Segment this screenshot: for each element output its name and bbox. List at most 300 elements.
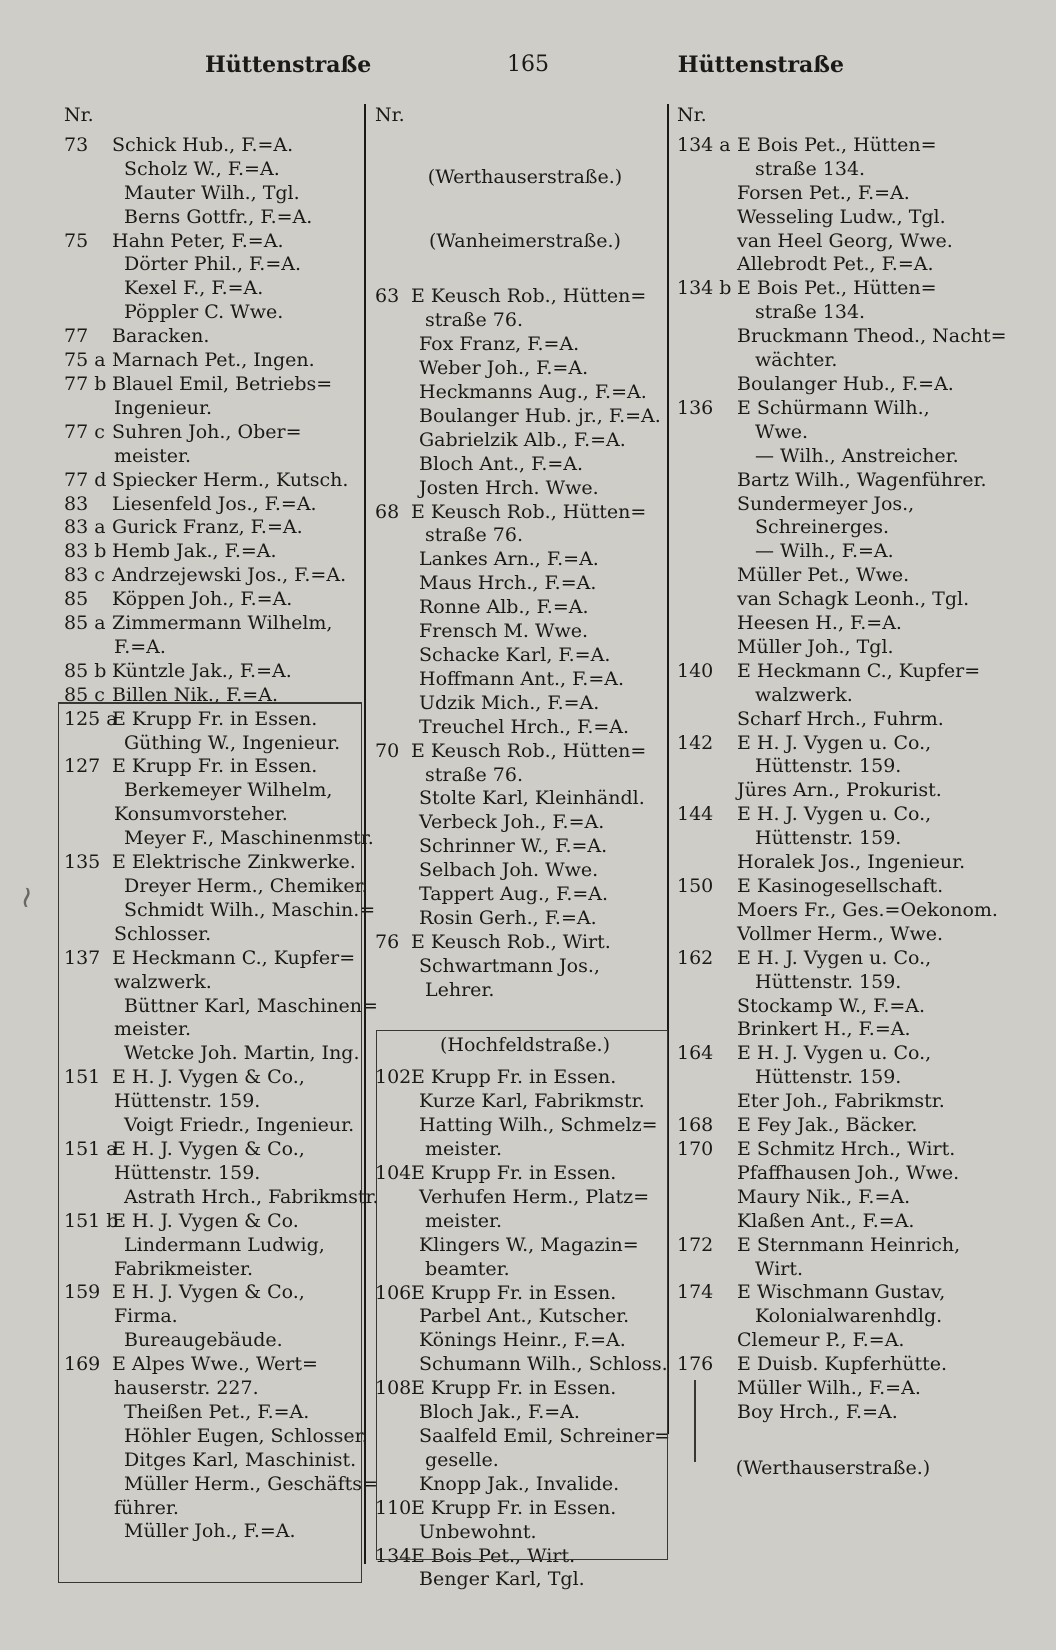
nr-label: Nr. bbox=[64, 104, 94, 126]
house-number: 151 b bbox=[64, 1209, 119, 1232]
directory-entry bbox=[677, 1066, 989, 1090]
entry-text: E Keusch Rob., Wirt. bbox=[411, 930, 611, 953]
directory-entry bbox=[677, 1377, 989, 1401]
running-head-left: Hüttenstraße bbox=[205, 52, 372, 78]
house-number: 176 bbox=[677, 1353, 714, 1376]
directory-entry bbox=[375, 907, 675, 931]
street-heading: (Werthauserstraße.) bbox=[735, 1456, 931, 1479]
directory-entry bbox=[375, 309, 675, 333]
house-number: 77 c bbox=[64, 420, 105, 443]
entry-text: Heesen H., F.=A. bbox=[737, 612, 902, 635]
directory-entry bbox=[677, 1114, 989, 1138]
directory-entry bbox=[677, 325, 1007, 349]
directory-entry bbox=[677, 803, 989, 827]
directory-entry bbox=[677, 158, 989, 182]
entry-text: Boulanger Hub., F.=A. bbox=[737, 372, 954, 395]
directory-entry bbox=[375, 548, 675, 572]
entry-text: Spiecker Herm., Kutsch. bbox=[112, 468, 349, 491]
street-heading: (Wanheimerstraße.) bbox=[429, 229, 621, 252]
directory-entry bbox=[375, 835, 675, 859]
entry-text: Müller Wilh., F.=A. bbox=[737, 1377, 921, 1400]
house-number: 151 bbox=[64, 1066, 101, 1089]
entry-text: Bloch Jak., F.=A. bbox=[419, 1401, 580, 1424]
entry-text: Ditges Karl, Maschinist. bbox=[124, 1448, 357, 1471]
directory-entry bbox=[677, 1138, 989, 1162]
directory-entry bbox=[677, 1329, 989, 1353]
entry-text: Parbel Ant., Kutscher. bbox=[419, 1305, 630, 1328]
entry-text: Udzik Mich., F.=A. bbox=[419, 691, 600, 714]
house-number: 85 bbox=[64, 588, 89, 611]
entry-text: E Krupp Fr. in Essen. bbox=[411, 1377, 617, 1400]
entry-text: Gabrielzik Alb., F.=A. bbox=[419, 428, 626, 451]
entry-text: — Wilh., F.=A. bbox=[755, 540, 894, 563]
house-number: 164 bbox=[677, 1042, 714, 1065]
entry-text: Allebrodt Pet., F.=A. bbox=[737, 253, 934, 276]
directory-entry bbox=[64, 373, 366, 397]
directory-entry bbox=[677, 898, 998, 923]
entry-text: E Krupp Fr. in Essen. bbox=[411, 1496, 617, 1519]
directory-entry bbox=[677, 1018, 989, 1042]
entry-text: E Krupp Fr. in Essen. bbox=[112, 707, 318, 730]
entry-text: E Wischmann Gustav, bbox=[737, 1281, 946, 1304]
entry-text: Schacke Karl, F.=A. bbox=[419, 643, 611, 666]
directory-entry bbox=[375, 859, 675, 883]
directory-entry bbox=[677, 1234, 989, 1258]
house-number: 170 bbox=[677, 1137, 714, 1160]
directory-entry bbox=[375, 931, 675, 955]
directory-entry bbox=[64, 182, 366, 206]
entry-text: Hüttenstr. 159. bbox=[114, 1161, 261, 1184]
entry-text: Wirt. bbox=[755, 1257, 804, 1280]
entry-text: Knopp Jak., Invalide. bbox=[419, 1472, 620, 1495]
directory-entry bbox=[64, 660, 366, 684]
entry-text: Boulanger Hub. jr., F.=A. bbox=[419, 404, 661, 427]
entry-text: Könings Heinr., F.=A. bbox=[419, 1329, 626, 1352]
entry-text: Weber Joh., F.=A. bbox=[419, 357, 589, 380]
directory-entry bbox=[677, 1090, 989, 1114]
directory-entry bbox=[64, 301, 366, 325]
entry-text: Müller Joh., F.=A. bbox=[124, 1520, 296, 1543]
entry-text: Zimmermann Wilhelm, bbox=[112, 612, 333, 635]
entry-text: E H. J. Vygen & Co., bbox=[112, 1066, 305, 1089]
house-number: 77 b bbox=[64, 372, 107, 395]
entry-text: E Schmitz Hrch., Wirt. bbox=[737, 1137, 956, 1160]
blank-line bbox=[375, 134, 675, 158]
entry-text: Meyer F., Maschinenmstr. bbox=[124, 827, 374, 850]
directory-entry bbox=[64, 516, 366, 540]
entry-text: Saalfeld Emil, Schreiner= bbox=[419, 1424, 671, 1447]
entry-list bbox=[677, 133, 1007, 1489]
house-number: 127 bbox=[64, 755, 101, 778]
entry-text: Hüttenstr. 159. bbox=[755, 970, 902, 993]
house-number: 150 bbox=[677, 875, 714, 897]
entry-text: Marnach Pet., Ingen. bbox=[112, 349, 315, 372]
entry-text: Fox Franz, F.=A. bbox=[419, 333, 580, 356]
directory-entry bbox=[64, 206, 366, 230]
entry-text: E Heckmann C., Kupfer= bbox=[737, 659, 981, 682]
entry-text: Hoffmann Ant., F.=A. bbox=[419, 667, 625, 690]
entry-text: E H. J. Vygen u. Co., bbox=[737, 803, 932, 826]
entry-text: Müller Pet., Wwe. bbox=[737, 564, 910, 587]
entry-text: E Bois Pet., Hütten= bbox=[737, 277, 937, 300]
directory-entry bbox=[677, 206, 989, 230]
blank-line bbox=[375, 198, 675, 222]
entry-text: Suhren Joh., Ober= bbox=[112, 420, 302, 443]
entry-text: Lankes Arn., F.=A. bbox=[419, 548, 599, 571]
pencil-box-right bbox=[694, 1380, 696, 1462]
directory-entry bbox=[375, 620, 675, 644]
entry-text: Hüttenstr. 159. bbox=[755, 1066, 902, 1089]
entry-text: E Keusch Rob., Hütten= bbox=[411, 500, 647, 523]
column-3 bbox=[677, 104, 1007, 1489]
directory-entry bbox=[677, 134, 989, 158]
entry-text: E Bois Pet., Wirt. bbox=[411, 1544, 576, 1567]
house-number: 168 bbox=[677, 1114, 714, 1137]
entry-text: E Heckmann C., Kupfer= bbox=[112, 946, 356, 969]
directory-entry bbox=[64, 540, 366, 564]
entry-text: Gurick Franz, F.=A. bbox=[112, 516, 303, 539]
entry-text: E Krupp Fr. in Essen. bbox=[411, 1066, 617, 1089]
entry-text: Wetcke Joh. Martin, Ing. bbox=[124, 1042, 360, 1065]
directory-entry bbox=[64, 277, 366, 301]
entry-text: Bruckmann Theod., Nacht= bbox=[737, 325, 1007, 348]
directory-entry bbox=[677, 253, 989, 277]
entry-text: Müller Joh., Tgl. bbox=[737, 635, 894, 658]
house-number: 102 bbox=[375, 1066, 412, 1089]
house-number: 151 a bbox=[64, 1137, 118, 1160]
blank-line bbox=[375, 1003, 675, 1027]
entry-text: Lehrer. bbox=[425, 978, 495, 1001]
entry-text: Ingenieur. bbox=[114, 396, 212, 419]
directory-entry bbox=[677, 1401, 989, 1425]
entry-text: Fabrikmeister. bbox=[114, 1257, 254, 1280]
directory-entry bbox=[375, 740, 675, 764]
house-number: 104 bbox=[375, 1162, 412, 1184]
directory-entry bbox=[375, 716, 675, 740]
entry-text: straße 76. bbox=[425, 763, 523, 786]
page-number: 165 bbox=[507, 52, 549, 77]
entry-text: Wesseling Ludw., Tgl. bbox=[737, 205, 946, 228]
entry-text: hauserstr. 227. bbox=[114, 1377, 259, 1400]
house-number: 106 bbox=[375, 1281, 412, 1304]
pencil-annotation: ~ bbox=[7, 882, 46, 913]
entry-text: straße 134. bbox=[755, 157, 866, 180]
house-number: 75 bbox=[64, 229, 89, 252]
blank-line bbox=[677, 1425, 989, 1449]
entry-text: Rosin Gerh., F.=A. bbox=[419, 906, 597, 929]
house-number: 63 bbox=[375, 285, 400, 308]
directory-entry bbox=[375, 1568, 675, 1592]
directory-entry bbox=[375, 979, 675, 1003]
entry-text: Heckmanns Aug., F.=A. bbox=[419, 381, 647, 404]
directory-entry bbox=[375, 787, 675, 811]
entry-text: Schlosser. bbox=[114, 922, 212, 945]
entry-text: Klaßen Ant., F.=A. bbox=[737, 1209, 915, 1232]
directory-entry bbox=[677, 755, 989, 779]
entry-text: Maus Hrch., F.=A. bbox=[419, 572, 597, 595]
directory-entry bbox=[677, 636, 989, 660]
directory-entry bbox=[677, 851, 989, 875]
entry-text: Schmidt Wilh., Maschin.= bbox=[124, 898, 376, 921]
directory-entry bbox=[677, 516, 989, 540]
entry-text: Horalek Jos., Ingenieur. bbox=[737, 851, 966, 874]
entry-text: Hahn Peter, F.=A. bbox=[112, 229, 284, 252]
entry-text: Pöppler C. Wwe. bbox=[124, 301, 284, 324]
entry-text: Benger Karl, Tgl. bbox=[419, 1568, 585, 1591]
directory-entry bbox=[64, 349, 366, 373]
house-number: 159 bbox=[64, 1281, 101, 1304]
entry-text: Blauel Emil, Betriebs= bbox=[112, 372, 333, 395]
entry-text: Schrinner W., F.=A. bbox=[419, 835, 608, 858]
house-number: 85 b bbox=[64, 659, 107, 682]
directory-entry bbox=[64, 397, 366, 421]
house-number: 172 bbox=[677, 1233, 714, 1256]
house-number: 83 bbox=[64, 492, 89, 515]
directory-entry bbox=[677, 660, 989, 684]
directory-entry bbox=[375, 381, 675, 405]
entry-text: Güthing W., Ingenieur. bbox=[124, 731, 341, 754]
entry-text: Schumann Wilh., Schloss. bbox=[419, 1353, 668, 1376]
directory-entry bbox=[677, 301, 989, 325]
directory-entry bbox=[677, 1186, 989, 1210]
entry-text: Hatting Wilh., Schmelz= bbox=[419, 1114, 658, 1137]
entry-text: Baracken. bbox=[112, 325, 210, 348]
directory-entry bbox=[64, 134, 366, 158]
entry-text: Scholz W., F.=A. bbox=[124, 157, 280, 180]
directory-entry bbox=[375, 764, 675, 788]
entry-text: Dreyer Herm., Chemiker. bbox=[124, 875, 368, 897]
directory-entry bbox=[677, 421, 989, 445]
directory-entry bbox=[677, 612, 989, 636]
entry-text: Frensch M. Wwe. bbox=[419, 620, 589, 643]
entry-text: E Schürmann Wilh., bbox=[737, 396, 930, 419]
directory-entry bbox=[677, 349, 989, 373]
entry-text: Unbewohnt. bbox=[419, 1520, 537, 1543]
directory-entry bbox=[64, 493, 366, 517]
entry-text: Billen Nik., F.=A. bbox=[112, 683, 278, 706]
house-number: 73 bbox=[64, 133, 89, 156]
entry-text: E H. J. Vygen & Co., bbox=[112, 1281, 305, 1304]
entry-text: meister. bbox=[425, 1138, 503, 1161]
entry-text: E H. J. Vygen u. Co., bbox=[737, 946, 932, 969]
house-number: 162 bbox=[677, 946, 714, 969]
entry-text: Boy Hrch., F.=A. bbox=[737, 1400, 898, 1423]
directory-entry bbox=[375, 811, 675, 835]
house-number: 85 c bbox=[64, 683, 105, 706]
house-number: 140 bbox=[677, 659, 714, 682]
entry-text: Maury Nik., F.=A. bbox=[737, 1185, 911, 1208]
house-number: 144 bbox=[677, 803, 714, 826]
entry-text: Treuchel Hrch., F.=A. bbox=[419, 715, 630, 738]
directory-entry bbox=[677, 1210, 989, 1234]
street-heading: (Hochfeldstraße.) bbox=[440, 1034, 610, 1057]
entry-text: Hemb Jak., F.=A. bbox=[112, 540, 277, 563]
directory-entry bbox=[677, 1042, 989, 1066]
directory-entry bbox=[677, 445, 989, 469]
house-number: 108 bbox=[375, 1377, 412, 1400]
directory-entry bbox=[677, 373, 989, 397]
house-number: 85 a bbox=[64, 612, 106, 635]
directory-entry bbox=[375, 883, 675, 907]
directory-entry bbox=[677, 230, 989, 254]
entry-text: Theißen Pet., F.=A. bbox=[124, 1400, 310, 1423]
entry-text: E Krupp Fr. in Essen. bbox=[411, 1162, 617, 1184]
directory-entry bbox=[64, 421, 366, 445]
entry-text: Hüttenstr. 159. bbox=[755, 827, 902, 850]
entry-text: Müller Herm., Geschäfts= bbox=[124, 1472, 378, 1495]
directory-entry bbox=[677, 1162, 989, 1186]
directory-entry bbox=[677, 564, 989, 588]
entry-text: van Heel Georg, Wwe. bbox=[737, 229, 953, 252]
entry-text: E Alpes Wwe., Wert= bbox=[112, 1353, 318, 1376]
directory-entry bbox=[375, 333, 675, 357]
house-number: 76 bbox=[375, 930, 400, 953]
entry-text: Kurze Karl, Fabrikmstr. bbox=[419, 1090, 645, 1113]
entry-text: Scharf Hrch., Fuhrm. bbox=[737, 707, 944, 730]
directory-entry bbox=[375, 477, 675, 501]
entry-text: meister. bbox=[114, 444, 192, 467]
directory-entry bbox=[677, 947, 989, 971]
house-number: 77 d bbox=[64, 468, 107, 491]
entry-text: Hüttenstr. 159. bbox=[755, 755, 902, 778]
directory-entry bbox=[677, 1305, 989, 1329]
entry-text: Brinkert H., F.=A. bbox=[737, 1018, 911, 1041]
entry-text: Mauter Wilh., Tgl. bbox=[124, 181, 300, 204]
street-heading: (Werthauserstraße.) bbox=[427, 165, 623, 188]
directory-entry bbox=[64, 158, 366, 182]
directory-entry bbox=[375, 285, 675, 309]
directory-entry bbox=[375, 644, 675, 668]
entry-text: walzwerk. bbox=[755, 683, 853, 706]
entry-text: Firma. bbox=[114, 1305, 178, 1328]
entry-text: Verhufen Herm., Platz= bbox=[419, 1185, 650, 1208]
directory-entry bbox=[64, 588, 366, 612]
directory-entry bbox=[677, 182, 989, 206]
entry-text: Kexel F., F.=A. bbox=[124, 277, 264, 300]
blank-line bbox=[375, 262, 675, 286]
entry-text: E Kasinogesellschaft. bbox=[737, 875, 944, 897]
entry-text: Bartz Wilh., Wagenführer. bbox=[737, 468, 987, 491]
entry-text: Sundermeyer Jos., bbox=[737, 492, 915, 515]
directory-entry bbox=[677, 732, 989, 756]
entry-text: Stolte Karl, Kleinhändl. bbox=[419, 787, 645, 810]
directory-entry bbox=[375, 453, 675, 477]
entry-text: Schwartmann Jos., bbox=[419, 954, 600, 977]
entry-text: geselle. bbox=[425, 1448, 499, 1471]
directory-entry bbox=[64, 230, 366, 254]
entry-text: E H. J. Vygen & Co. bbox=[112, 1209, 299, 1232]
directory-entry bbox=[64, 564, 366, 588]
entry-text: Hüttenstr. 159. bbox=[114, 1090, 261, 1113]
entry-text: Ronne Alb., F.=A. bbox=[419, 596, 589, 619]
house-number: 110 bbox=[375, 1496, 412, 1519]
entry-text: Verbeck Joh., F.=A. bbox=[419, 811, 605, 834]
house-number: 70 bbox=[375, 739, 400, 762]
directory-entry bbox=[375, 692, 675, 716]
directory-entry bbox=[677, 971, 989, 995]
directory-entry bbox=[677, 708, 989, 732]
directory-entry bbox=[677, 588, 989, 612]
entry-text: Eter Joh., Fabrikmstr. bbox=[737, 1090, 945, 1113]
entry-text: straße 134. bbox=[755, 301, 866, 324]
house-number: 134 b bbox=[677, 277, 732, 300]
entry-text: E Bois Pet., Hütten= bbox=[737, 133, 937, 156]
directory-entry bbox=[677, 995, 989, 1019]
entry-text: — Wilh., Anstreicher. bbox=[755, 444, 959, 467]
directory-entry bbox=[64, 469, 366, 493]
directory-entry bbox=[375, 357, 675, 381]
entry-text: E H. J. Vygen & Co., bbox=[112, 1137, 305, 1160]
house-number: 134 bbox=[375, 1544, 412, 1567]
entry-text: Clemeur P., F.=A. bbox=[737, 1329, 905, 1352]
entry-text: Liesenfeld Jos., F.=A. bbox=[112, 492, 317, 515]
house-number: 83 c bbox=[64, 564, 105, 587]
directory-entry bbox=[64, 325, 366, 349]
directory-entry bbox=[677, 277, 989, 301]
directory-entry bbox=[677, 540, 989, 564]
directory-entry bbox=[64, 612, 366, 636]
entry-text: E Duisb. Kupferhütte. bbox=[737, 1353, 948, 1376]
entry-text: führer. bbox=[114, 1496, 179, 1519]
house-number: 134 a bbox=[677, 133, 731, 156]
entry-text: meister. bbox=[425, 1209, 503, 1232]
directory-entry bbox=[677, 684, 989, 708]
entry-text: Dörter Phil., F.=A. bbox=[124, 253, 301, 276]
entry-text: E Keusch Rob., Hütten= bbox=[411, 285, 647, 308]
directory-entry bbox=[677, 397, 989, 421]
house-number: 136 bbox=[677, 396, 714, 419]
entry-text: Josten Hrch. Wwe. bbox=[419, 476, 599, 499]
entry-text: Berkemeyer Wilhelm, bbox=[124, 779, 333, 802]
directory-entry bbox=[375, 501, 675, 525]
entry-text: E Fey Jak., Bäcker. bbox=[737, 1114, 918, 1137]
directory-entry bbox=[375, 429, 675, 453]
entry-text: Bureaugebäude. bbox=[124, 1329, 283, 1352]
entry-text: Tappert Aug., F.=A. bbox=[419, 883, 609, 906]
entry-text: Köppen Joh., F.=A. bbox=[112, 588, 293, 611]
entry-text: Lindermann Ludwig, bbox=[124, 1233, 325, 1256]
house-number: 174 bbox=[677, 1281, 714, 1304]
entry-text: straße 76. bbox=[425, 309, 523, 332]
pencil-box-middle bbox=[376, 1030, 668, 1560]
directory-entry bbox=[677, 923, 989, 947]
directory-entry bbox=[677, 1258, 989, 1282]
entry-text: Konsumvorsteher. bbox=[114, 803, 288, 826]
entry-text: Kolonialwarenhdlg. bbox=[755, 1305, 943, 1328]
entry-text: van Schagk Leonh., Tgl. bbox=[737, 588, 970, 611]
entry-text: E Krupp Fr. in Essen. bbox=[112, 755, 318, 778]
pencil-box-left bbox=[58, 702, 362, 1583]
entry-text: E Krupp Fr. in Essen. bbox=[411, 1281, 617, 1304]
directory-entry bbox=[677, 1281, 989, 1305]
directory-entry bbox=[64, 636, 366, 660]
entry-text: Küntzle Jak., F.=A. bbox=[112, 659, 292, 682]
house-number: 83 b bbox=[64, 540, 107, 563]
nr-label: Nr. bbox=[677, 104, 707, 126]
entry-text: F.=A. bbox=[114, 635, 166, 658]
entry-text: Schreinerges. bbox=[755, 516, 890, 539]
directory-entry bbox=[677, 469, 989, 493]
entry-text: Andrzejewski Jos., F.=A. bbox=[112, 564, 347, 587]
entry-text: Wwe. bbox=[755, 420, 809, 443]
entry-text: Astrath Hrch., Fabrikmstr. bbox=[124, 1185, 379, 1208]
entry-text: Jüres Arn., Prokurist. bbox=[737, 779, 942, 802]
entry-text: Berns Gottfr., F.=A. bbox=[124, 205, 313, 228]
directory-entry bbox=[375, 596, 675, 620]
directory-entry bbox=[375, 405, 675, 429]
entry-text: Klingers W., Magazin= bbox=[419, 1233, 639, 1256]
entry-text: E H. J. Vygen u. Co., bbox=[737, 731, 932, 754]
